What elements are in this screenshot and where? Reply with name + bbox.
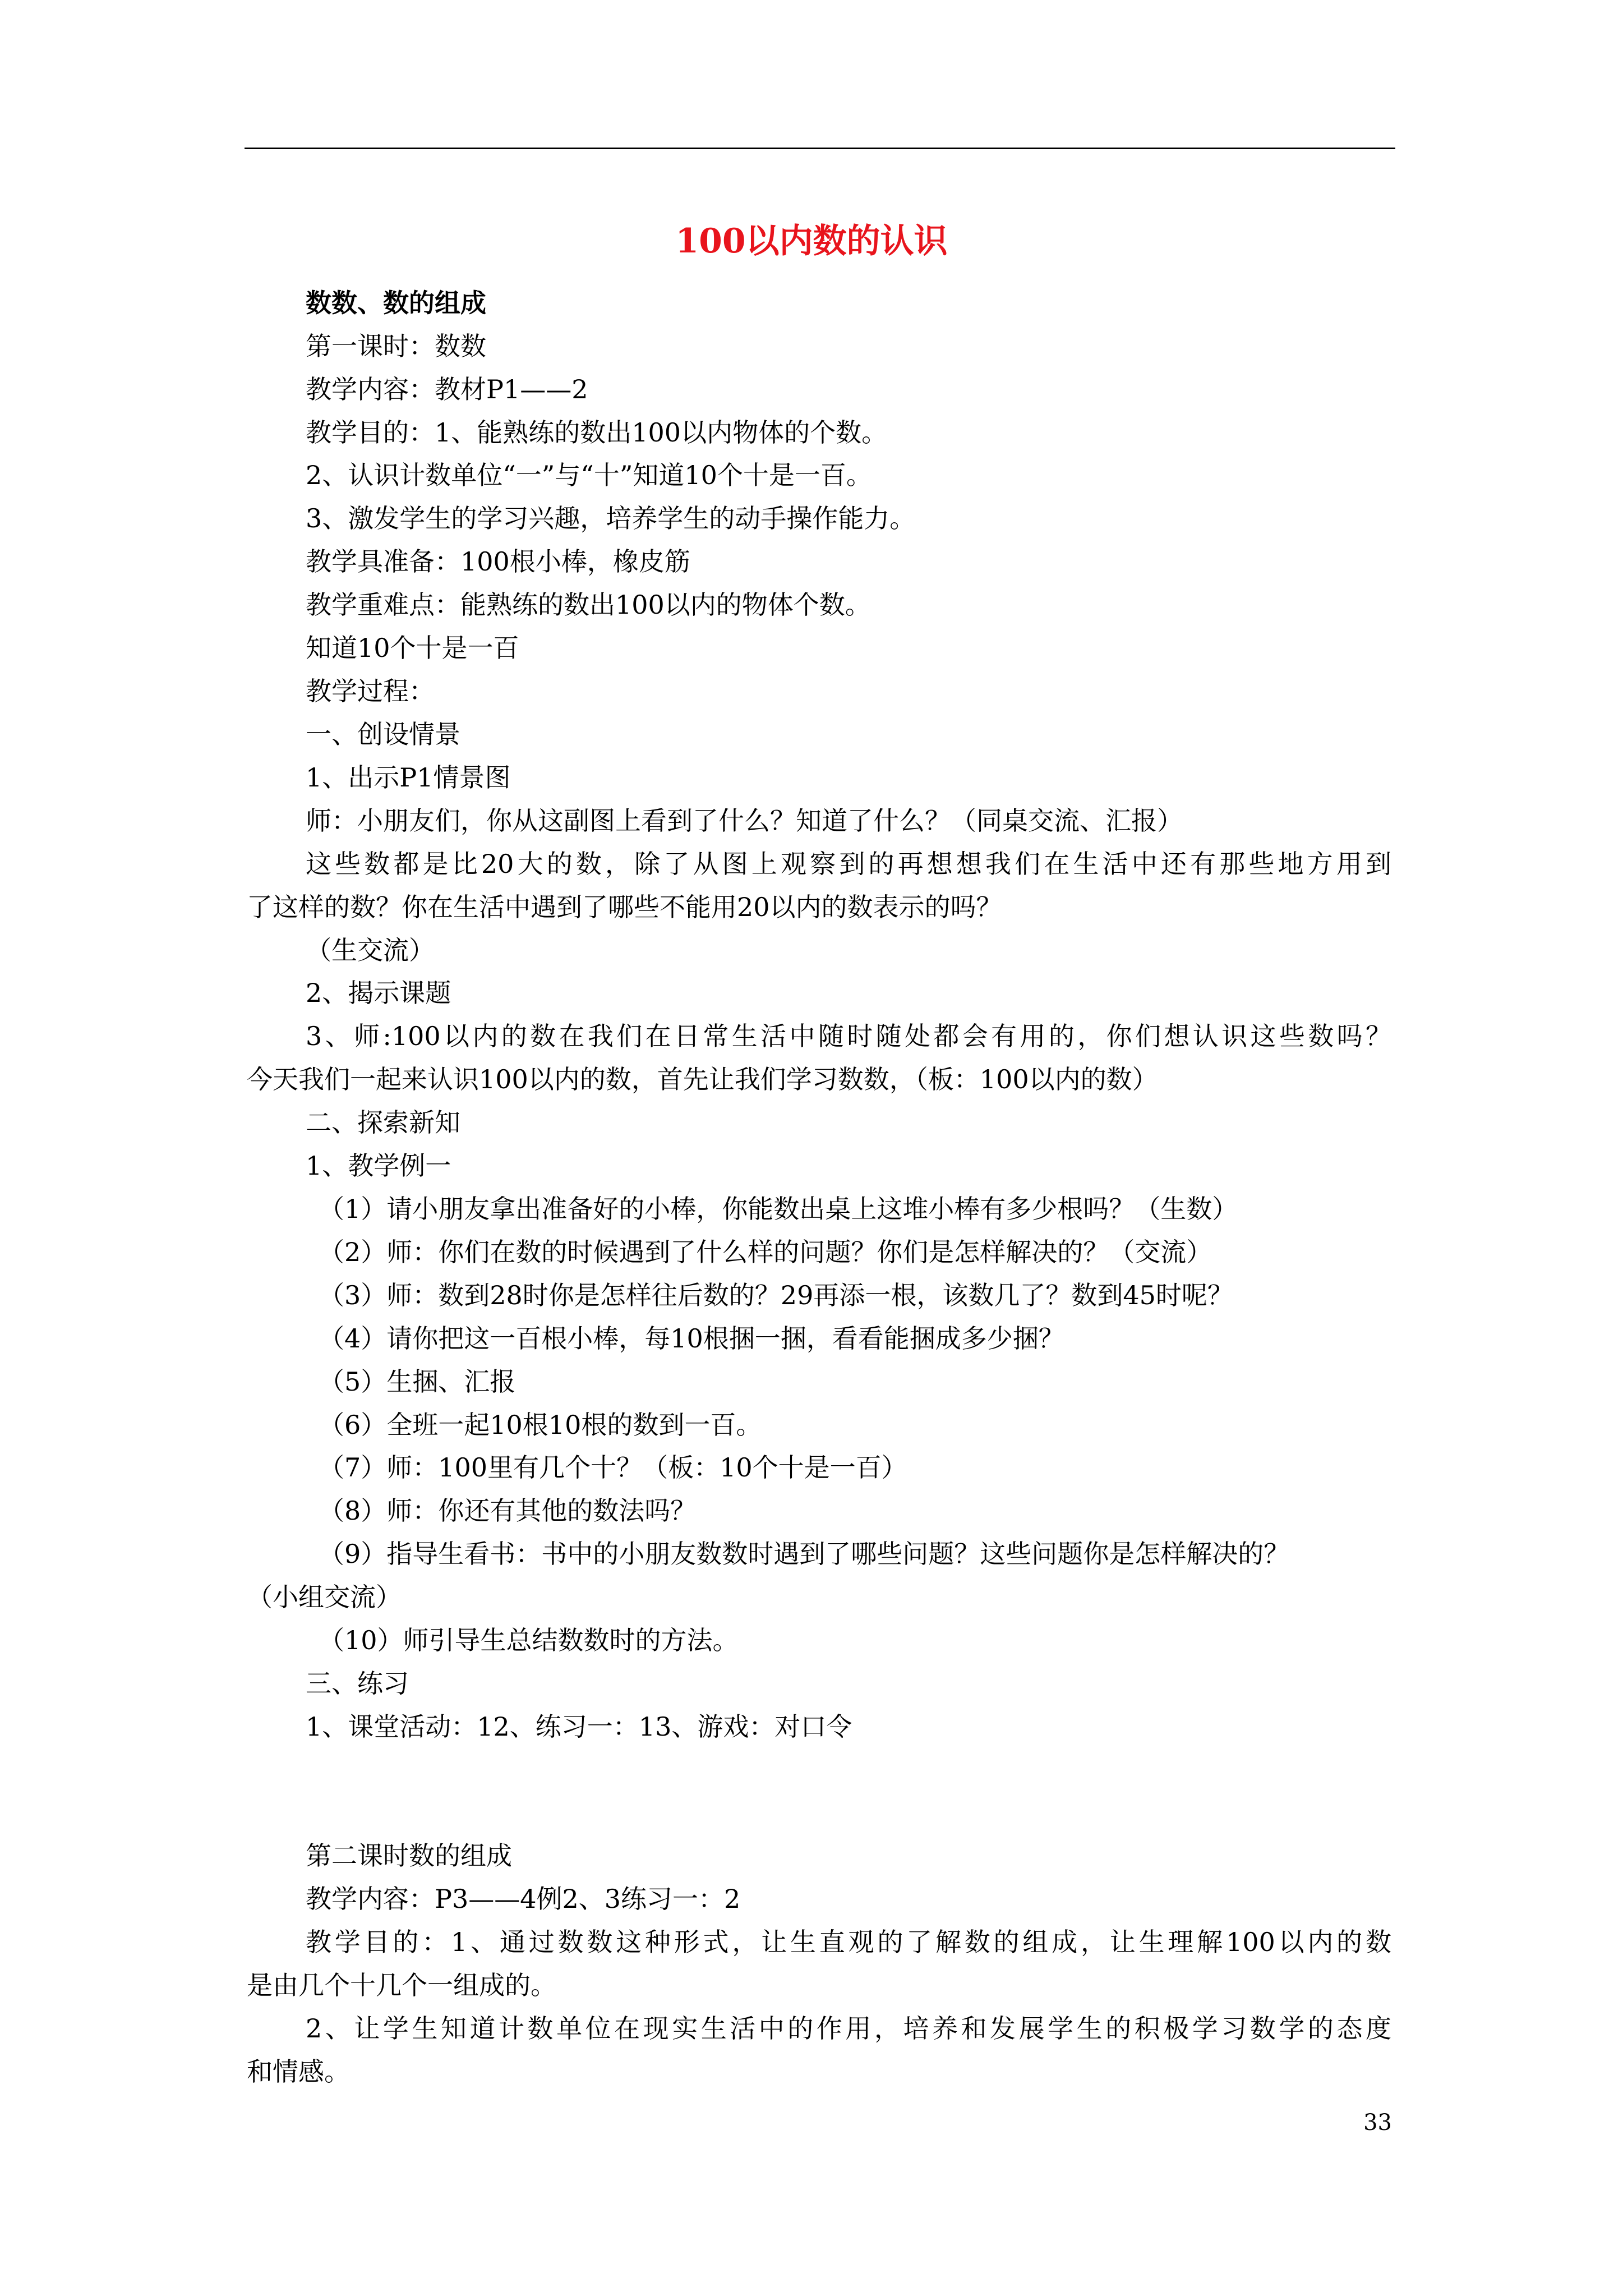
text-line: （10）师引导生总结数数时的方法。 [319, 1625, 739, 1655]
text-line: （2）师：你们在数的时候遇到了什么样的问题？你们是怎样解决的？（交流） [319, 1237, 1212, 1267]
text-line: 知道10个十是一百 [306, 633, 519, 663]
text-line: 教学内容：教材P1——2 [306, 374, 588, 404]
text-line: 教学过程： [306, 676, 435, 706]
text-line: 1、出示P1情景图 [306, 762, 511, 793]
page-title: 100以内数的认识 [675, 222, 948, 261]
text-line: 教学重难点：能熟练的数出100以内的物体个数。 [306, 590, 871, 620]
text-line: （7）师：100里有几个十？（板：10个十是一百） [319, 1452, 907, 1483]
text-line: 了这样的数？你在生活中遇到了哪些不能用20以内的数表示的吗？ [247, 892, 1002, 922]
text-line: 今天我们一起来认识100以内的数，首先让我们学习数数，（板：100以内的数） [247, 1064, 1158, 1094]
text-line: 1、课堂活动：12、练习一：13、游戏：对口令 [306, 1711, 852, 1742]
text-line: 一、创设情景 [306, 719, 460, 749]
text-line: （8）师：你还有其他的数法吗？ [319, 1496, 697, 1526]
text-line: 3、激发学生的学习兴趣，培养学生的动手操作能力。 [306, 503, 916, 533]
text-line: （1）请小朋友拿出准备好的小棒，你能数出桌上这堆小棒有多少根吗？（生数） [319, 1194, 1238, 1224]
text-line: 是由几个十几个一组成的。 [247, 1970, 556, 2000]
text-line: 1、教学例一 [306, 1151, 451, 1181]
text-line: 教学目的：1、能熟练的数出100以内物体的个数。 [306, 417, 888, 448]
text-line: 二、探索新知 [306, 1107, 460, 1138]
text-line: 2、让学生知道计数单位在现实生活中的作用，培养和发展学生的积极学习数学的态度 [306, 2013, 1391, 2044]
text-line: （生交流） [306, 935, 435, 965]
text-line: 三、练习 [306, 1668, 409, 1699]
text-line: 师：小朋友们，你从这副图上看到了什么？知道了什么？（同桌交流、汇报） [306, 806, 1183, 836]
text-line: （4）请你把这一百根小棒，每10根捆一捆，看看能捆成多少捆？ [319, 1323, 1064, 1354]
text-line: 第一课时：数数 [306, 331, 486, 361]
text-line: （6）全班一起10根10根的数到一百。 [319, 1410, 762, 1440]
text-line: 2、揭示课题 [306, 978, 451, 1008]
text-line: 教学内容：P3——4例2、3练习一：2 [306, 1884, 741, 1914]
page-number: 33 [1363, 2110, 1392, 2136]
header-rule [245, 148, 1395, 149]
text-line: （5）生捆、汇报 [319, 1366, 516, 1397]
section-heading: 数数、数的组成 [306, 288, 486, 318]
text-line: （小组交流） [247, 1582, 402, 1612]
text-line: （9）指导生看书：书中的小朋友数数时遇到了哪些问题？这些问题你是怎样解决的？ [319, 1539, 1290, 1569]
text-line: 3、师:100以内的数在我们在日常生活中随时随处都会有用的，你们想认识这些数吗？ [306, 1021, 1391, 1051]
text-line: 这些数都是比20大的数，除了从图上观察到的再想想我们在生活中还有那些地方用到 [306, 849, 1391, 879]
text-line: （3）师：数到28时你是怎样往后数的？29再添一根，该数几了？数到45时呢？ [319, 1280, 1233, 1310]
text-line: 2、认识计数单位“一”与“十”知道10个十是一百。 [306, 460, 872, 490]
text-line: 第二课时数的组成 [306, 1841, 512, 1871]
text-line: 和情感。 [247, 2056, 350, 2087]
text-line: 教学具准备：100根小棒，橡皮筋 [306, 546, 690, 577]
text-line: 教学目的：1、通过数数这种形式，让生直观的了解数的组成，让生理解100以内的数 [306, 1927, 1391, 1957]
